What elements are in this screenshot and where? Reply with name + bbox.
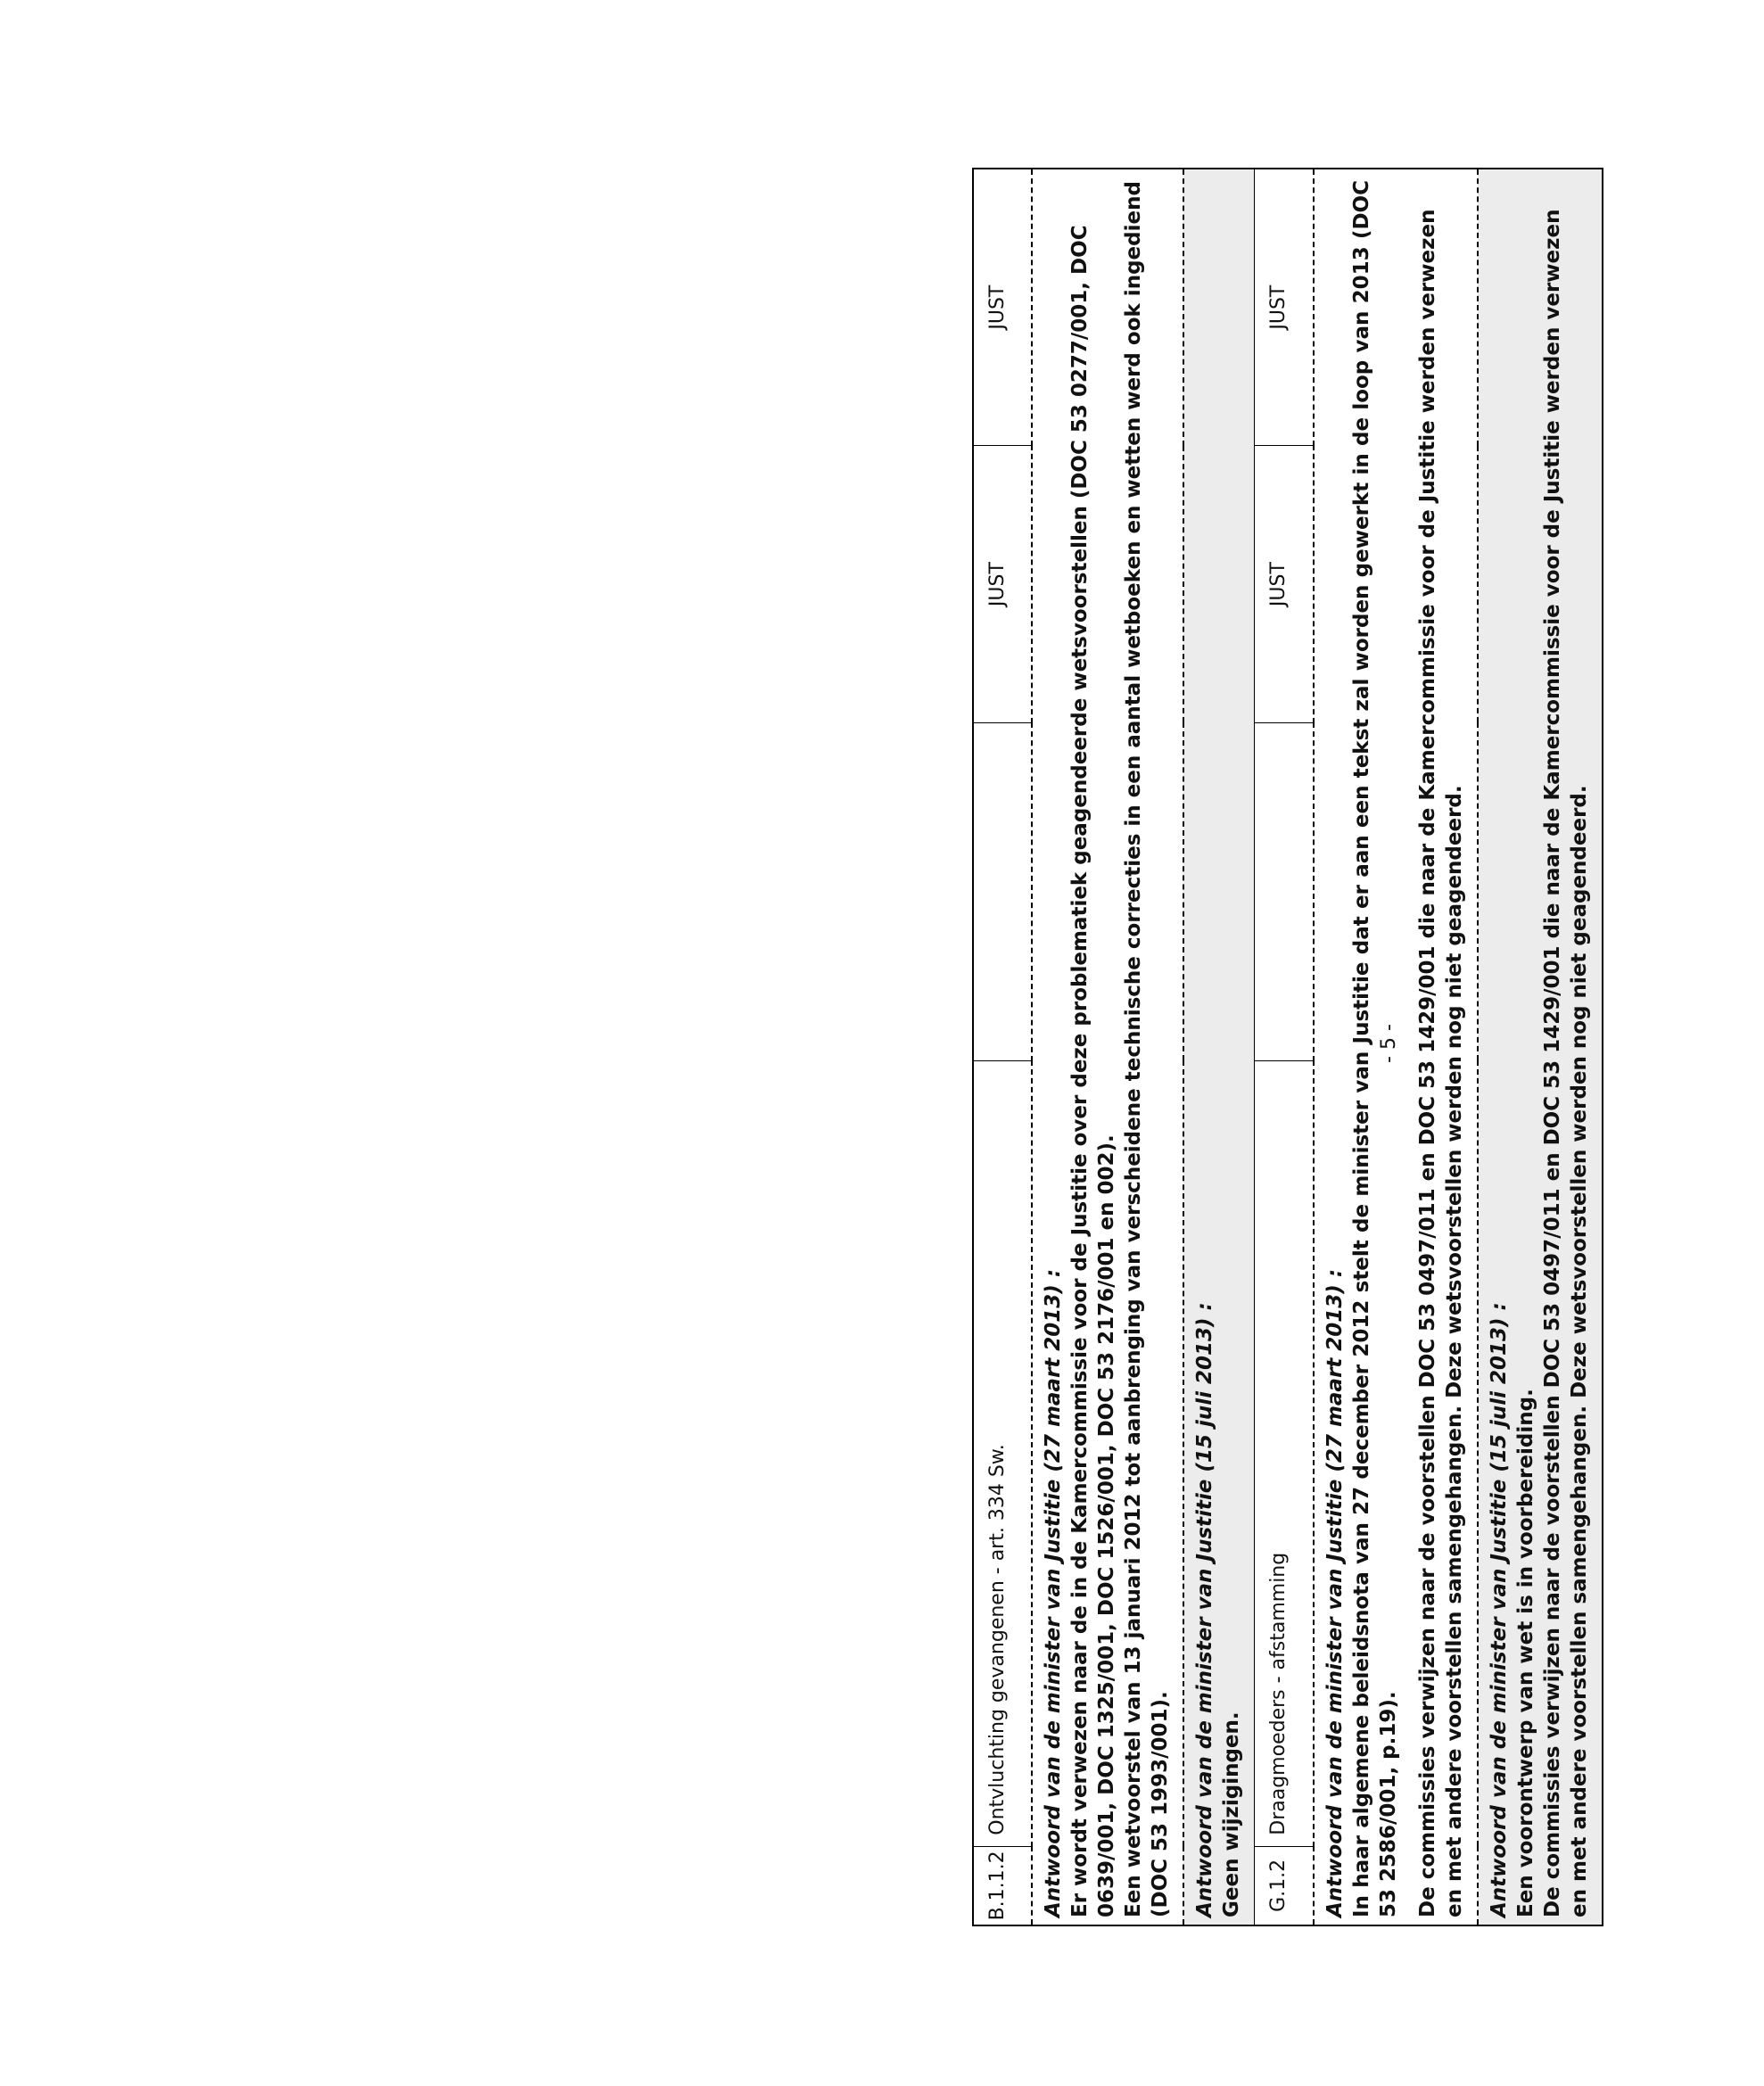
- empty-cell: [1255, 722, 1314, 1060]
- answer-block: [1478, 169, 1603, 1925]
- table-row: [1255, 169, 1314, 1925]
- answer-paragraph: Geen wijzigingen.: [1220, 1711, 1243, 1917]
- commission-cell: JUST: [973, 446, 1032, 723]
- answer-title: Antwoord van de minister van Justitie (27 maart 2013) :: [1323, 1268, 1347, 1917]
- table-row: [973, 169, 1032, 1925]
- answer-row: [1183, 169, 1255, 1925]
- answer-block: [1183, 169, 1255, 1925]
- memo-table: [972, 168, 1603, 1926]
- item-code: B.1.1.2: [973, 1846, 1032, 1925]
- answer-title: Antwoord van de minister van Justitie (27 maart 2013) :: [1042, 1268, 1065, 1917]
- item-subject: Ontvluchting gevangenen - art. 334 Sw.: [973, 1060, 1032, 1846]
- answer-block: [1032, 169, 1183, 1925]
- answer-title: Antwoord van de minister van Justitie (15 juli 2013) :: [1487, 1302, 1511, 1917]
- answer-paragraph: In haar algemene beleidsnota van 27 december 2012 stelt de minister van Justitie dat er aan een tekst zal worden gewerkt in de loop van 2013 (DOC 53 2586/001, p.19).: [1349, 180, 1400, 1917]
- answer-title: Antwoord van de minister van Justitie (15 juli 2013) :: [1193, 1302, 1216, 1917]
- answer-row: [1478, 169, 1603, 1925]
- answer-paragraph: Een voorontwerp van wet is in voorbereiding.: [1513, 1389, 1537, 1917]
- answer-paragraph: De commissies verwijzen naar de voorstellen DOC 53 0497/011 en DOC 53 1429/001 die naar de Kamercommissie voor de Justitie werden verwezen en met andere voorstellen samengehangen. Deze wetsvoorstellen werden nog niet geagendeerd.: [1415, 209, 1466, 1917]
- rotated-content: [972, 168, 1764, 1926]
- item-code: G.1.2: [1255, 1846, 1314, 1925]
- commission-cell: JUST: [1255, 169, 1314, 446]
- commission-cell: JUST: [973, 169, 1032, 446]
- item-subject: Draagmoeders - afstamming: [1255, 1060, 1314, 1846]
- answer-paragraph: De commissies verwijzen naar de voorstellen DOC 53 0497/011 en DOC 53 1429/001 die naar de Kamercommissie voor de Justitie werden verwezen en met andere voorstellen samengehangen. Deze wetsvoorstellen werden nog niet geagendeerd.: [1540, 209, 1591, 1917]
- answer-paragraph: Er wordt verwezen naar de in de Kamercommissie voor de Justitie over deze problematiek geagendeerde wetsvoorstellen (DOC 53 0277/001, DOC 0639/001, DOC 1325/001, DOC 1526/001, DOC 53 2176/001 en 002).: [1068, 225, 1118, 1917]
- empty-cell: [973, 722, 1032, 1060]
- answer-paragraph: Een wetvoorstel van 13 januari 2012 tot aanbrenging van verscheidene technische correcties in een aantal wetboeken en wetten werd ook ingediend (DOC 53 1993/001).: [1122, 181, 1172, 1917]
- answer-row: [1032, 169, 1183, 1925]
- page-number: - 5 -: [1378, 1024, 1400, 1063]
- commission-cell: JUST: [1255, 446, 1314, 723]
